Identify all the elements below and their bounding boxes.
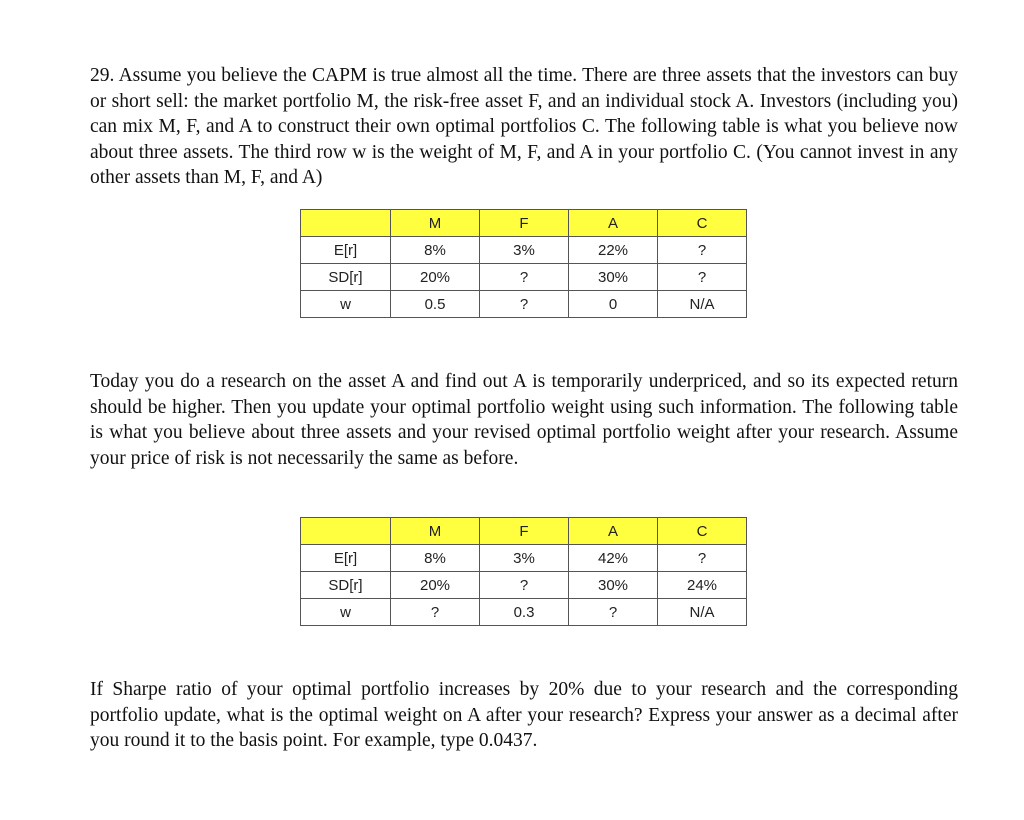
table-cell: 0 xyxy=(569,291,658,318)
table-cell: ? xyxy=(658,545,747,572)
column-header-a: A xyxy=(569,518,658,545)
question-paragraph: If Sharpe ratio of your optimal portfolio increases by 20% due to your research and the corresponding portfolio update, what is the optimal weight on A after your research? Express your answer as a decimal after you round it to the basis point. For example, type 0.0437. xyxy=(90,679,958,751)
table-cell: ? xyxy=(480,264,569,291)
table-cell: 8% xyxy=(391,237,480,264)
column-header-m: M xyxy=(391,518,480,545)
table-header-row xyxy=(301,518,747,545)
row-label: w xyxy=(301,291,391,318)
table-cell: 0.3 xyxy=(480,599,569,626)
table-cell: 3% xyxy=(480,237,569,264)
table-cell: 20% xyxy=(391,572,480,599)
row-label: E[r] xyxy=(301,237,391,264)
table-cell: 0.5 xyxy=(391,291,480,318)
corner-cell xyxy=(301,210,391,237)
table-cell: 20% xyxy=(391,264,480,291)
corner-cell xyxy=(301,518,391,545)
table-cell: ? xyxy=(658,237,747,264)
table-cell: ? xyxy=(480,291,569,318)
table-row-expected-return xyxy=(301,545,747,572)
table-cell: 3% xyxy=(480,545,569,572)
table-row-std-dev xyxy=(301,572,747,599)
column-header-f: F xyxy=(480,518,569,545)
table-cell: N/A xyxy=(658,599,747,626)
table-cell: ? xyxy=(391,599,480,626)
row-label: E[r] xyxy=(301,545,391,572)
table-row-weight xyxy=(301,599,747,626)
table-cell: 24% xyxy=(658,572,747,599)
table-row-std-dev xyxy=(301,264,747,291)
row-label: w xyxy=(301,599,391,626)
table-cell: 22% xyxy=(569,237,658,264)
table-cell: 30% xyxy=(569,572,658,599)
column-header-c: C xyxy=(658,210,747,237)
table-cell: 8% xyxy=(391,545,480,572)
column-header-a: A xyxy=(569,210,658,237)
table-header-row xyxy=(301,210,747,237)
column-header-f: F xyxy=(480,210,569,237)
table-cell: 30% xyxy=(569,264,658,291)
row-label: SD[r] xyxy=(301,264,391,291)
intro-paragraph: 29. Assume you believe the CAPM is true almost all the time. There are three assets that the investors can buy or short sell: the market portfolio M, the risk-free asset F, and an individual stock A. Investors (including you) can mix M, F, and A to construct their own optimal portfolios C. The following table is what you believe now about three assets. The third row w is the weight of M, F, and A in your portfolio C. (You cannot invest in any other assets than M, F, and A) xyxy=(90,65,958,188)
table-row-weight xyxy=(301,291,747,318)
asset-table-before xyxy=(300,209,747,318)
research-paragraph: Today you do a research on the asset A and find out A is temporarily underpriced, and so its expected return should be higher. Then you update your optimal portfolio weight using such information. The following table is what you believe about three assets and your revised optimal portfolio weight after your research. Assume your price of risk is not necessarily the same as before. xyxy=(90,371,958,469)
table-cell: ? xyxy=(480,572,569,599)
asset-table-after xyxy=(300,517,747,626)
table-cell: ? xyxy=(569,599,658,626)
table-cell: N/A xyxy=(658,291,747,318)
column-header-c: C xyxy=(658,518,747,545)
table-row-expected-return xyxy=(301,237,747,264)
row-label: SD[r] xyxy=(301,572,391,599)
table-cell: ? xyxy=(658,264,747,291)
table-cell: 42% xyxy=(569,545,658,572)
column-header-m: M xyxy=(391,210,480,237)
